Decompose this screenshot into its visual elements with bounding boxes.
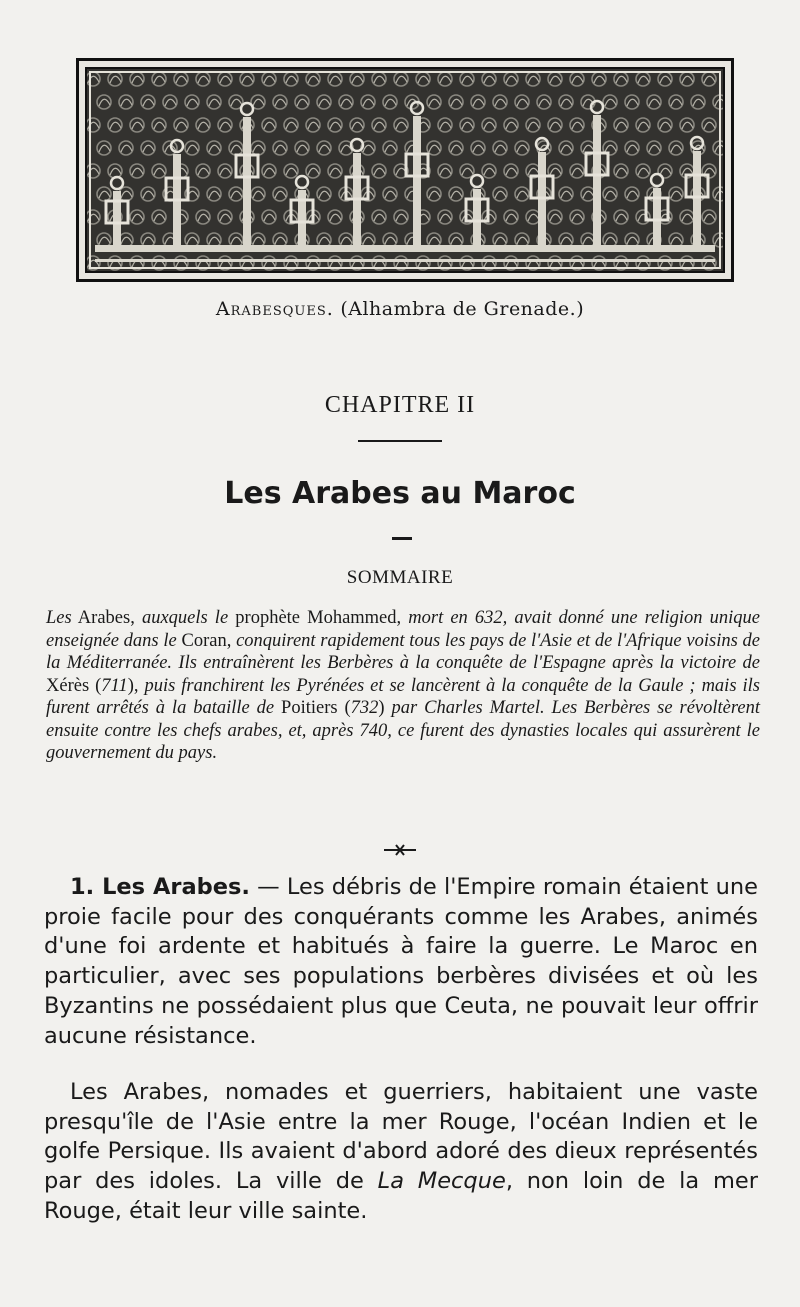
sommaire-segment: Xérès (: [46, 675, 102, 696]
paragraph-arabia: [44, 1078, 758, 1227]
sommaire-segment: prophète Mohammed,: [228, 608, 409, 628]
caption-title: Arabesques.: [215, 298, 334, 320]
caption-location: (Alhambra de Grenade.): [340, 298, 585, 320]
place-name: La Mecque: [377, 1168, 506, 1195]
sommaire-segment: puis franchirent les Pyrénées et se lancèrent à la conquête de la Gaule ; mais ils furent arrêtés à la bataille de: [46, 675, 760, 718]
sommaire-segment: par Charles Martel. Les Berbères se révoltèrent ensuite contre les chefs arabes, et, après 740, ce furent des dynasties locales qui assurèrent le gouvernement du pays.: [46, 698, 760, 763]
sommaire-segment: ),: [127, 675, 145, 696]
paragraph-arabs: [44, 873, 758, 1051]
arabesque-panel: [85, 67, 725, 273]
sommaire-segment: Poitiers (: [274, 698, 351, 718]
sommaire-segment: Coran,: [176, 630, 237, 651]
chapter-number: CHAPITRE II: [324, 392, 476, 418]
sommaire-segment: auxquels le: [141, 608, 229, 628]
sommaire-segment: 711: [101, 675, 128, 696]
paragraph-text-end: , non loin de la mer Rouge, était leur ville sainte.: [44, 1168, 758, 1224]
section-heading: 1. Les Arabes.: [70, 874, 250, 900]
paragraph-text: Les Arabes, nomades et guerriers, habitaient une vaste presqu'île de l'Asie entre la mer Rouge, l'océan Indien et le golfe Persique. Ils avaient d'abord adoré des dieux représentés par des idoles. La ville de: [44, 1079, 758, 1195]
chapter-rule: [358, 440, 442, 442]
sommaire-text: [46, 607, 760, 765]
sommaire-segment: ): [378, 698, 392, 718]
chapter-title: Les Arabes au Maroc: [224, 476, 576, 511]
fleuron-ornament-icon: [382, 843, 418, 857]
title-dash: [392, 537, 412, 540]
sommaire-segment: 732: [350, 698, 379, 718]
figure-caption: [0, 298, 800, 320]
sommaire-segment: Les: [46, 608, 72, 628]
paragraph-text: — Les débris de l'Empire romain étaient une proie facile pour des conquérants comme les Arabes, animés d'une foi ardente et habitués à faire la guerre. Le Maroc en particulier, avec ses populations berbères divisées et où les Byzantins ne possédaient plus que Ceuta, ne pouvait leur offrir aucune résistance.: [44, 874, 758, 1049]
sommaire-segment: Arabes,: [71, 608, 142, 628]
arabesque-pattern-icon: [87, 69, 723, 271]
sommaire-segment: conquirent rapidement tous les pays de l'Asie et de l'Afrique voisins de la Méditerranée. Ils entraînèrent les Berbères à la conquête de l'Espagne après la victoire de: [46, 630, 760, 673]
arabesque-illustration: [76, 58, 734, 282]
sommaire-heading: SOMMAIRE: [346, 567, 454, 588]
sommaire-segment: mort en 632, avait donné une religion unique enseignée dans le: [46, 608, 761, 651]
